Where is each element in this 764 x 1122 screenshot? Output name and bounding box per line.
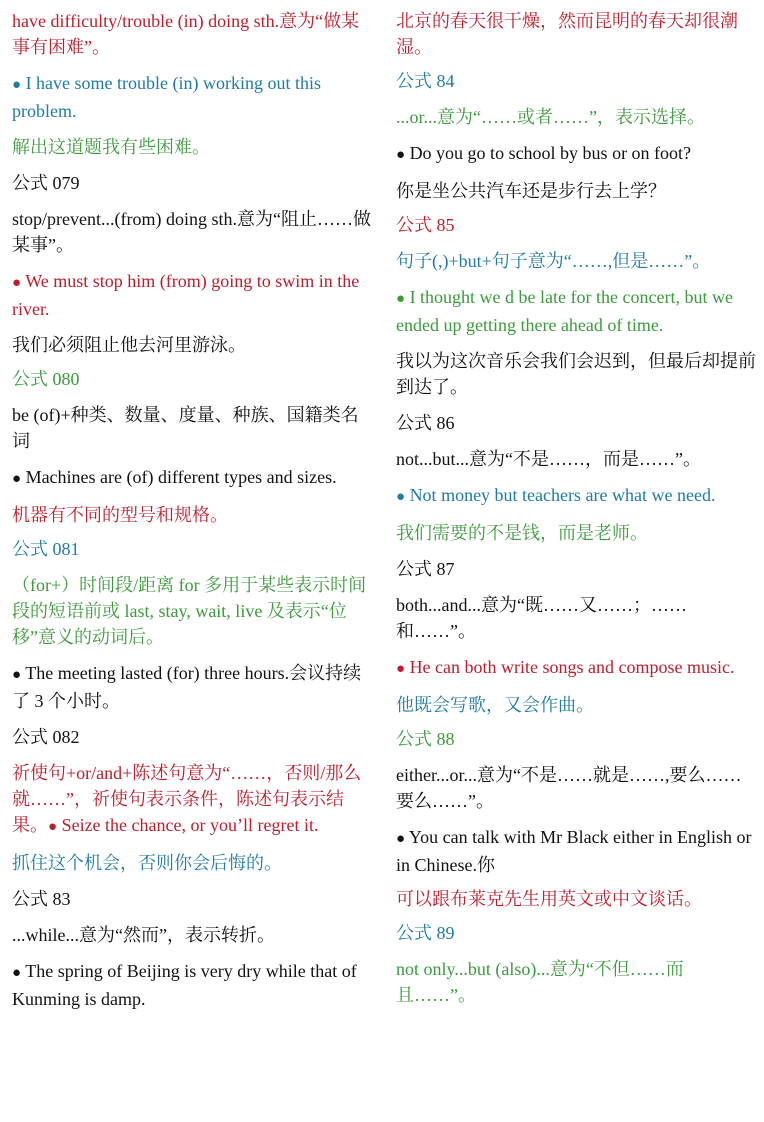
example-translation: 北京的春天很干燥，然而昆明的春天却很潮湿。 (396, 11, 738, 57)
example-translation: 抓住这个机会，否则你会后悔的。 (12, 853, 282, 873)
formula-87-description: both...and...意为“既……又……；……和……”。 (396, 595, 687, 641)
formula-88-heading: 公式 88 (396, 729, 455, 749)
bullet-icon: ● (12, 667, 22, 683)
formula-079-description: stop/prevent...(from) doing sth.意为“阻止……做某事”。 (12, 209, 371, 255)
example-translation: 可以跟布莱克先生用英文或中文谈话。 (396, 889, 702, 909)
example-sentence: ● Machines are (of) different types and sizes. (12, 467, 337, 487)
right-column (396, 8, 758, 1008)
formula-83-heading: 公式 83 (12, 889, 71, 909)
formula-86-heading: 公式 86 (396, 413, 455, 433)
example-sentence: ● I thought we d be late for the concert, but we ended up getting there ahead of time. (396, 287, 733, 335)
example-translation: 你是坐公共汽车还是步行去上学？ (396, 181, 666, 201)
bullet-icon: ● (12, 275, 22, 291)
example-translation: 机器有不同的型号和规格。 (12, 505, 228, 525)
example-sentence: ● He can both write songs and compose music. (396, 657, 735, 677)
formula-081-heading: 公式 081 (12, 539, 80, 559)
formula-080-heading: 公式 080 (12, 369, 80, 389)
formula-079-heading: 公式 079 (12, 173, 80, 193)
formula-86-description: not...but...意为“不是……，而是……”。 (396, 449, 701, 469)
formula-080-description: be (of)+种类、数量、度量、种族、国籍类名词 (12, 405, 359, 451)
example-sentence: ● Do you go to school by bus or on foot? (396, 143, 692, 163)
left-column (12, 8, 372, 1012)
formula-078-description: have difficulty/trouble (in) doing sth.意为“做某事有困难”。 (12, 11, 360, 57)
example-translation: 解出这道题我有些困难。 (12, 137, 210, 157)
formula-082-description: 祈使句+or/and+陈述句意为“……，否则/那么就……”，祈使句表示条件，陈述句表示结果。● Seize the chance, or you’ll regret it. (12, 763, 362, 835)
example-translation: 他既会写歌，又会作曲。 (396, 695, 594, 715)
formula-89-heading: 公式 89 (396, 923, 455, 943)
example-sentence: ● You can talk with Mr Black either in English or in Chinese.你 (396, 827, 752, 875)
bullet-icon: ● (396, 489, 406, 505)
example-translation: 我以为这次音乐会我们会迟到，但最后却提前到达了。 (396, 351, 756, 397)
example-translation: 我们需要的不是钱，而是老师。 (396, 523, 648, 543)
bullet-icon: ● (396, 147, 406, 163)
bullet-icon: ● (12, 77, 22, 93)
bullet-icon: ● (12, 471, 22, 487)
formula-84-heading: 公式 84 (396, 71, 455, 91)
example-sentence: ● Not money but teachers are what we need. (396, 485, 716, 505)
formula-83-description: ...while...意为“然而”，表示转折。 (12, 925, 275, 945)
formula-85-description: 句子(,)+but+句子意为“……,但是……”。 (396, 251, 711, 271)
formula-85-heading: 公式 85 (396, 215, 455, 235)
bullet-icon: ● (48, 819, 58, 835)
formula-082-heading: 公式 082 (12, 727, 80, 747)
example-sentence: ● I have some trouble (in) working out this problem. (12, 73, 322, 121)
formula-88-description: either...or...意为“不是……就是……,要么……要么……”。 (396, 765, 742, 811)
formula-89-description: not only...but (also)...意为“不但……而且……”。 (396, 959, 684, 1005)
example-sentence: ● The meeting lasted (for) three hours.会议持续了 3 个小时。 (12, 663, 362, 711)
bullet-icon: ● (396, 291, 406, 307)
bullet-icon: ● (396, 661, 406, 677)
formula-87-heading: 公式 87 (396, 559, 455, 579)
bullet-icon: ● (396, 831, 406, 847)
bullet-icon: ● (12, 965, 22, 981)
formula-84-description: ...or...意为“……或者……”，表示选择。 (396, 107, 705, 127)
formula-081-description: （for+）时间段/距离 for 多用于某些表示时间段的短语前或 last, stay, wait, live 及表示“位移”意义的动词后。 (12, 575, 367, 647)
example-translation: 我们必须阻止他去河里游泳。 (12, 335, 246, 355)
example-sentence: ● The spring of Beijing is very dry while that of Kunming is damp. (12, 961, 357, 1009)
example-sentence: ● We must stop him (from) going to swim in the river. (12, 271, 360, 319)
